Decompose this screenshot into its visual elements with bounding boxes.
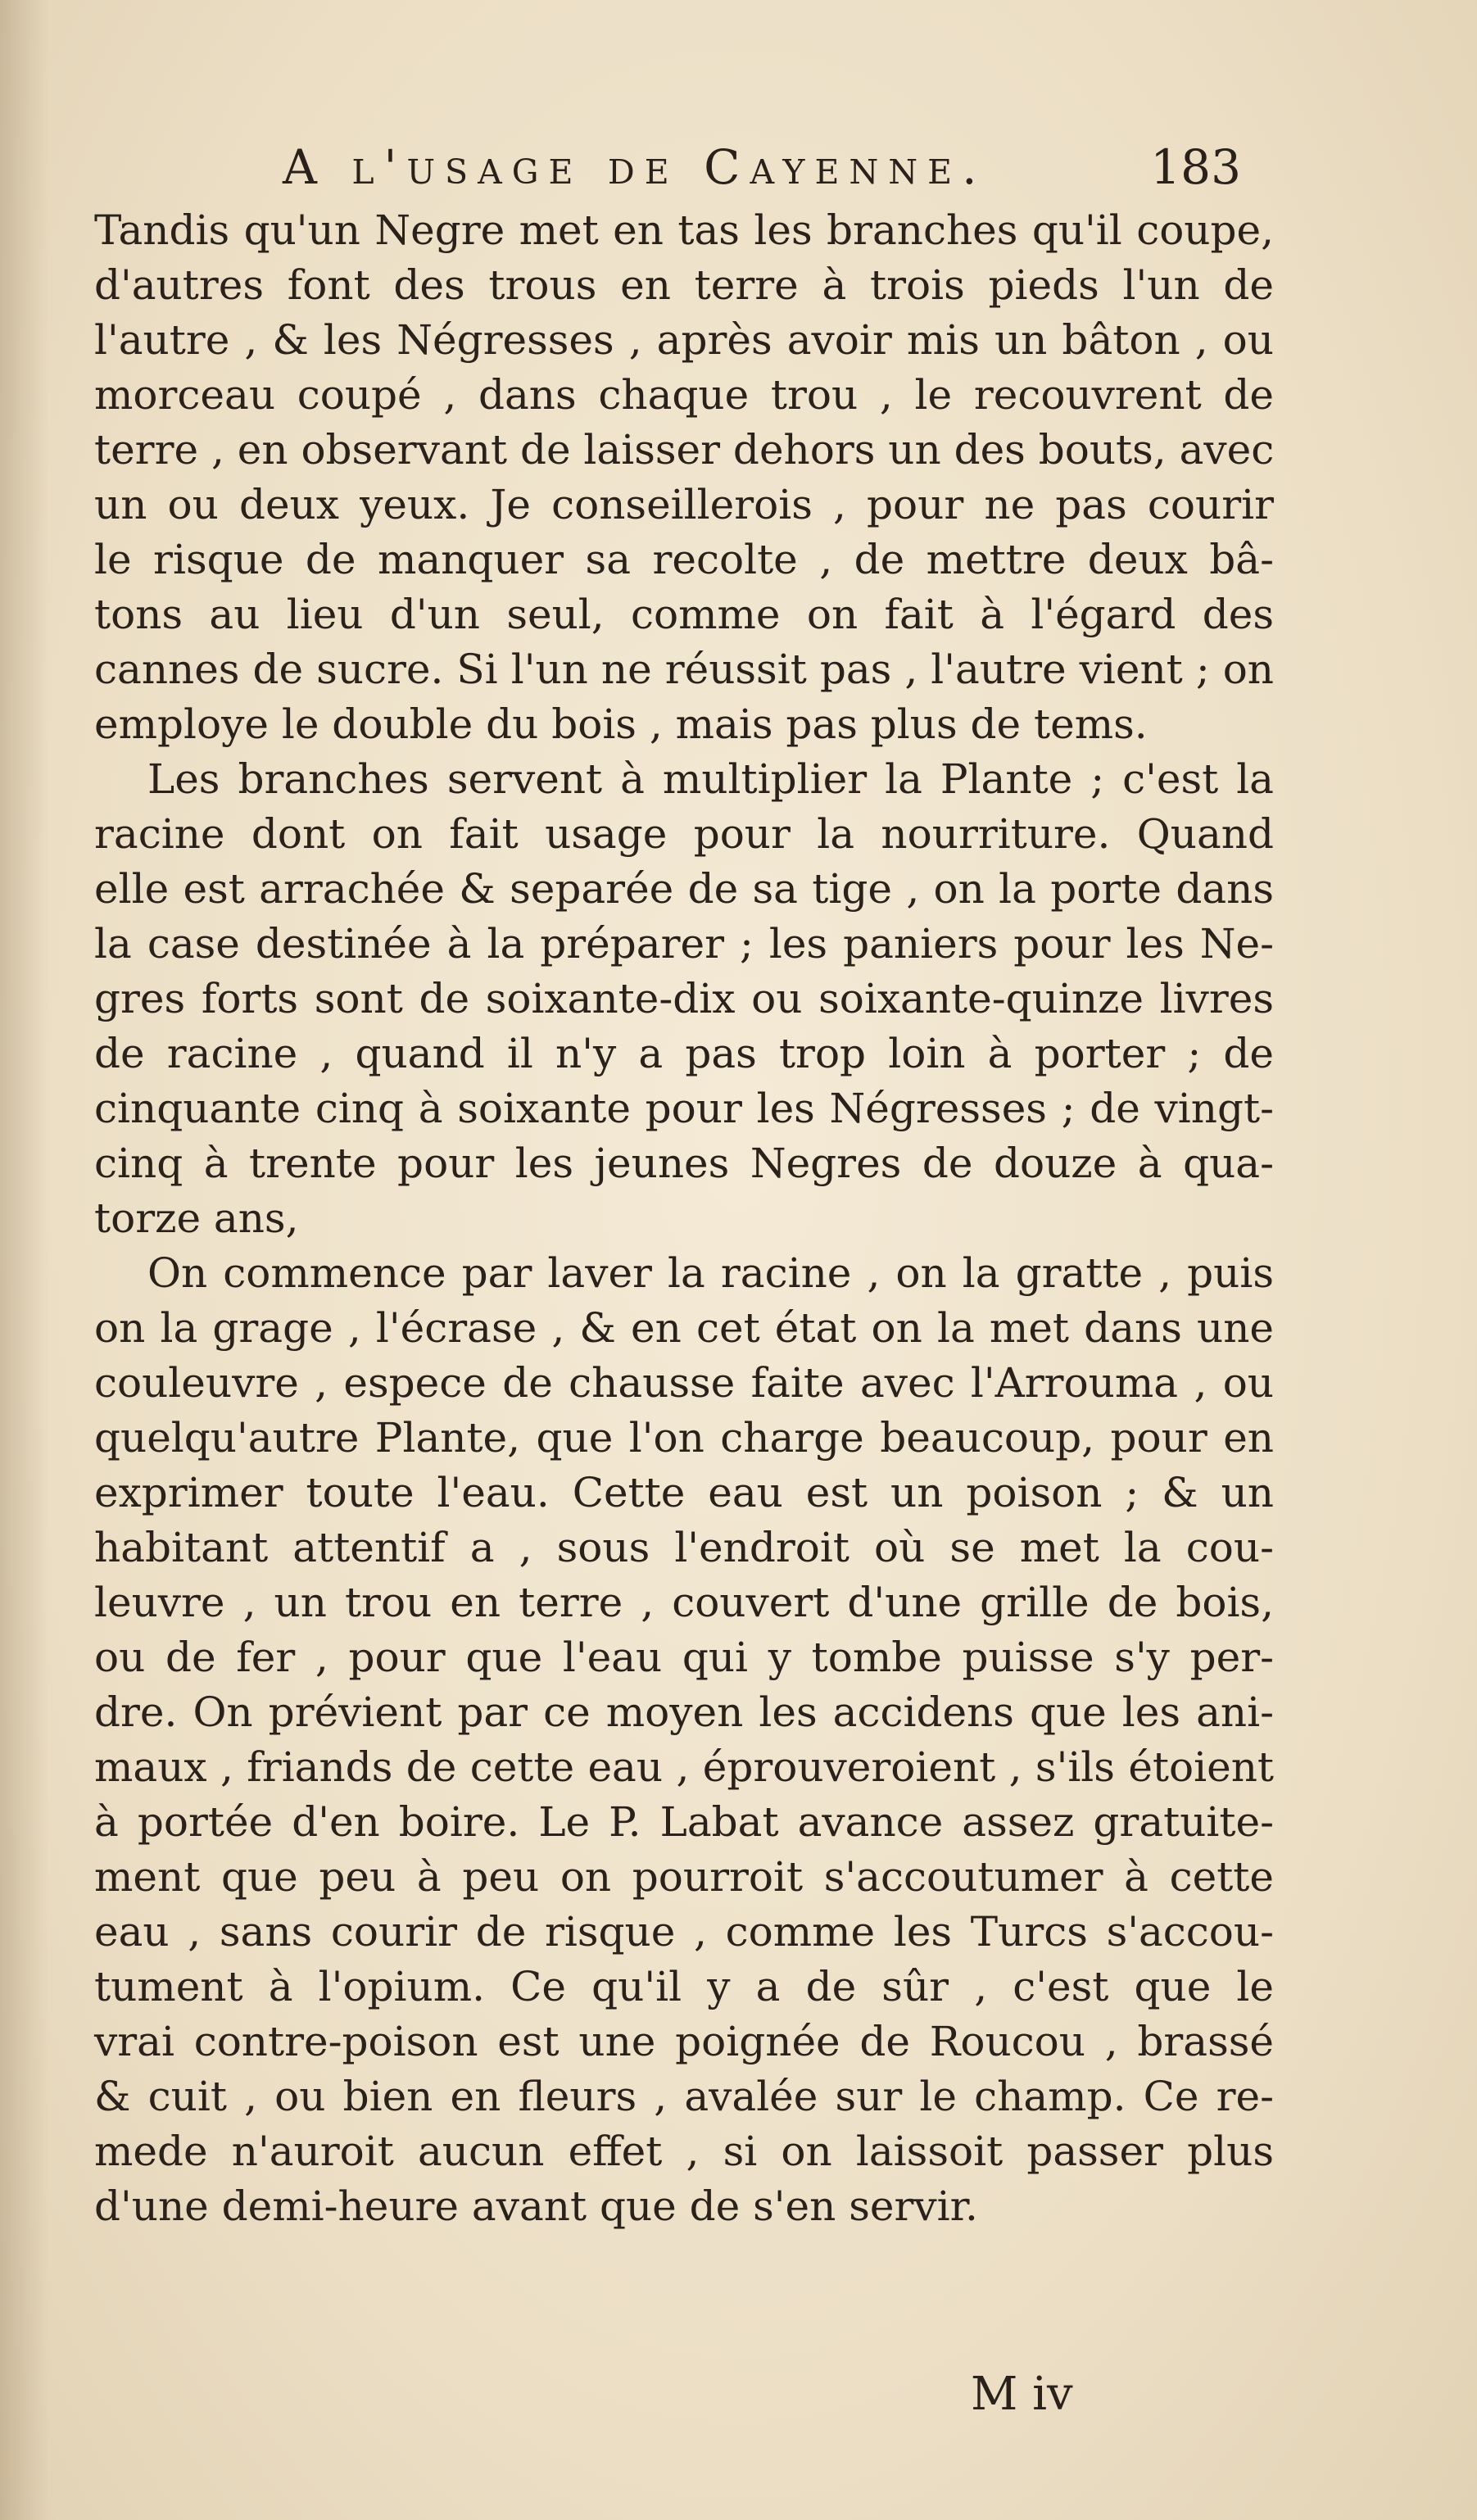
text-line: On commence par laver la racine , on la gratte , puis (147, 1249, 1274, 1297)
text-line: la case destinée à la préparer ; les paniers pour les Ne- (94, 920, 1274, 968)
page-number: 183 (1150, 139, 1241, 195)
text-line: un ou deux yeux. Je conseillerois , pour ne pas courir (94, 481, 1274, 528)
text-line: on la grage , l'écrase , & en cet état on la met dans une (94, 1304, 1274, 1352)
text-line: le risque de manquer sa recolte , de mettre deux bâ- (94, 536, 1274, 583)
text-line: vrai contre-poison est une poignée de Roucou , brassé (94, 2018, 1274, 2065)
text-line: elle est arrachée & separée de sa tige , on la porte dans (94, 865, 1274, 913)
text-line: l'autre , & les Négresses , après avoir mis un bâton , ou (94, 316, 1274, 364)
text-line: & cuit , ou bien en fleurs , avalée sur le champ. Ce re- (94, 2073, 1274, 2120)
text-line: d'une demi-heure avant que de s'en servir. (94, 2182, 978, 2230)
running-head: A l'usage de Cayenne. (283, 139, 987, 195)
text-line: Tandis qu'un Negre met en tas les branches qu'il coupe, (94, 206, 1274, 254)
body-text (94, 203, 1274, 2234)
text-line: cannes de sucre. Si l'un ne réussit pas , l'autre vient ; on (94, 646, 1274, 693)
text-line: à portée d'en boire. Le P. Labat avance assez gratuite- (94, 1798, 1274, 1846)
text-line: gres forts sont de soixante-dix ou soixante-quinze livres (94, 975, 1274, 1022)
text-line: de racine , quand il n'y a pas trop loin à porter ; de (94, 1030, 1274, 1077)
text-line: mede n'auroit aucun effet , si on laissoit passer plus (94, 2128, 1274, 2175)
text-line: morceau coupé , dans chaque trou , le recouvrent de (94, 371, 1274, 419)
text-line: cinq à trente pour les jeunes Negres de douze à qua- (94, 1140, 1274, 1187)
text-line: terre , en observant de laisser dehors un des bouts, avec (94, 426, 1275, 474)
text-line: eau , sans courir de risque , comme les Turcs s'accou- (94, 1908, 1274, 1956)
text-line: couleuvre , espece de chausse faite avec l'Arrouma , ou (94, 1359, 1274, 1407)
text-line: leuvre , un trou en terre , couvert d'une grille de bois, (94, 1579, 1274, 1626)
text-line: torze ans, (94, 1194, 299, 1242)
text-line: ou de fer , pour que l'eau qui y tombe puisse s'y per- (94, 1634, 1274, 1681)
text-line: exprimer toute l'eau. Cette eau est un poison ; & un (94, 1469, 1274, 1516)
signature-mark: M iv (971, 2368, 1073, 2421)
text-line: cinquante cinq à soixante pour les Négresses ; de vingt- (94, 1085, 1274, 1132)
text-line: habitant attentif a , sous l'endroit où se met la cou- (94, 1524, 1274, 1571)
page-gutter-shadow (0, 0, 49, 2520)
text-line: tument à l'opium. Ce qu'il y a de sûr , c'est que le (94, 1963, 1274, 2010)
text-line: tons au lieu d'un seul, comme on fait à l'égard des (94, 591, 1274, 638)
text-line: dre. On prévient par ce moyen les accidens que les ani- (94, 1688, 1274, 1736)
page-header (283, 139, 1241, 205)
text-line: quelqu'autre Plante, que l'on charge beaucoup, pour en (94, 1414, 1274, 1462)
text-line: racine dont on fait usage pour la nourriture. Quand (94, 810, 1274, 858)
text-line: maux , friands de cette eau , éprouveroient , s'ils étoient (94, 1743, 1274, 1791)
text-line: ment que peu à peu on pourroit s'accoutumer à cette (94, 1853, 1274, 1901)
text-line: Les branches servent à multiplier la Plante ; c'est la (147, 755, 1274, 803)
text-line: employe le double du bois , mais pas plus de tems. (94, 700, 1148, 748)
text-line: d'autres font des trous en terre à trois pieds l'un de (94, 261, 1274, 309)
